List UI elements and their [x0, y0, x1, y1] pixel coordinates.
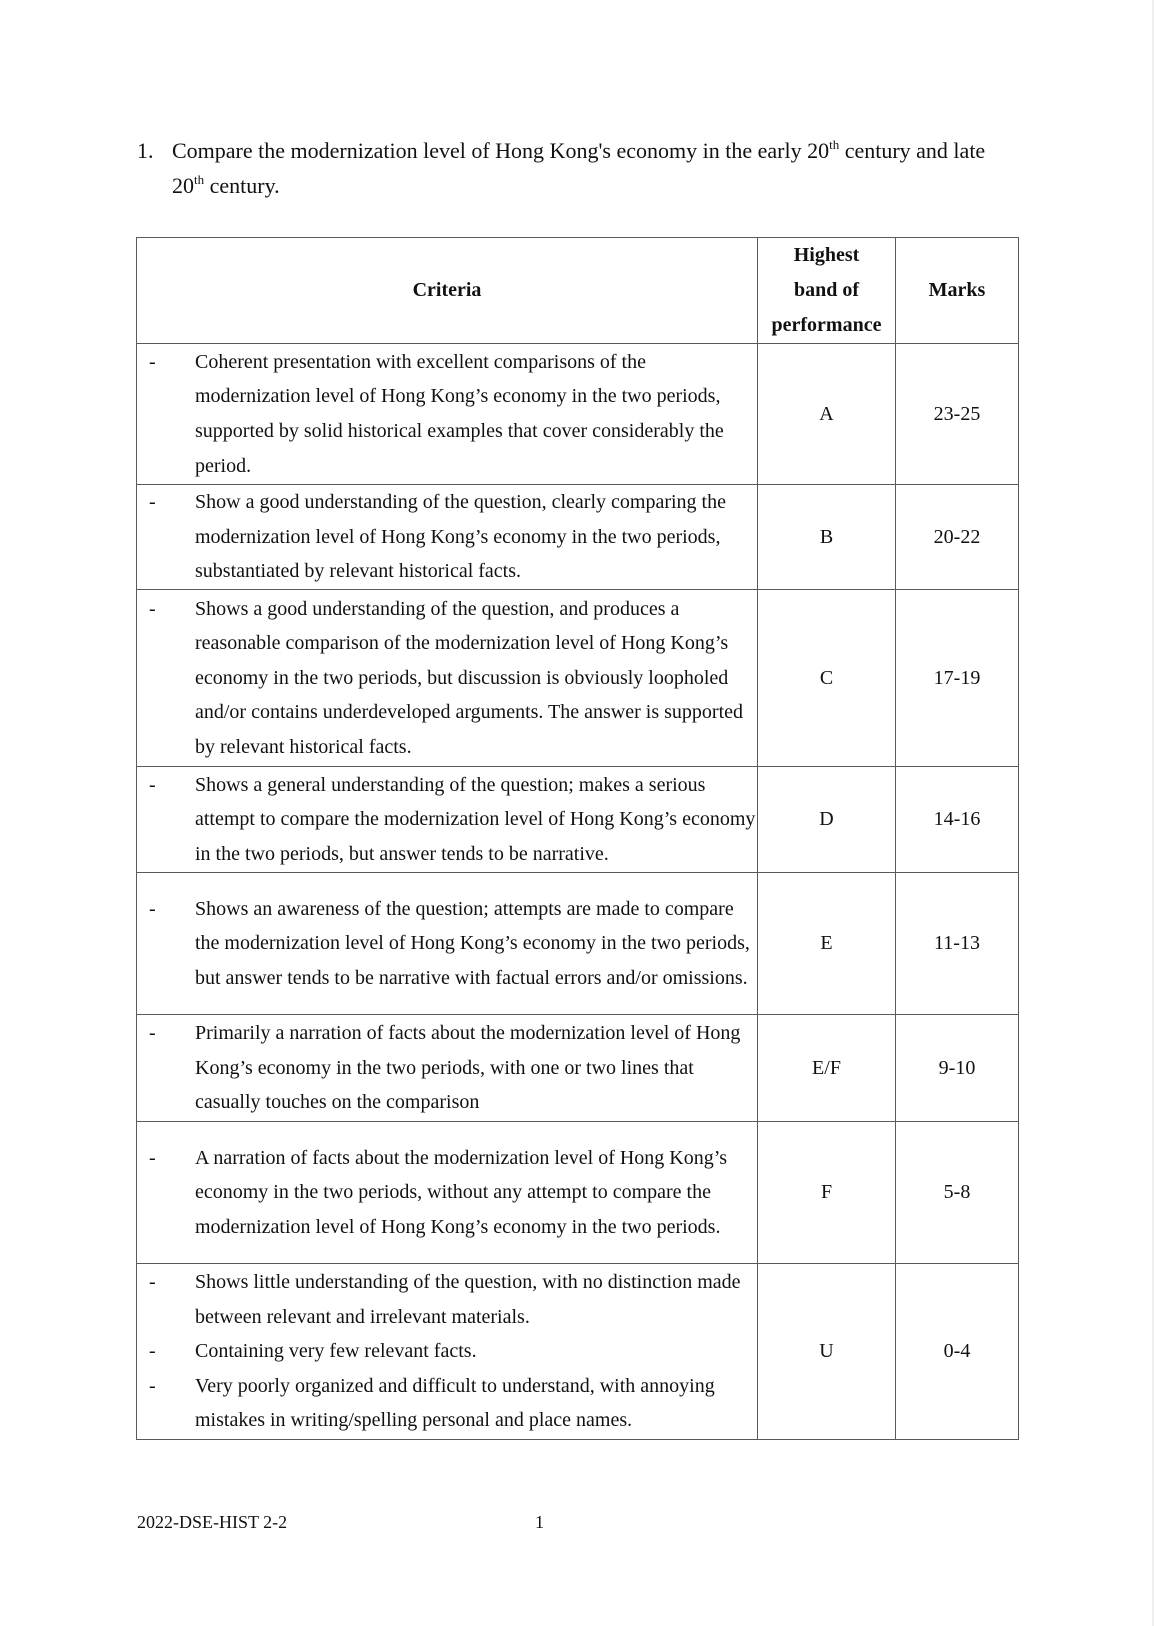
footer-page-number: 1 [535, 1512, 544, 1532]
table-row [137, 873, 1019, 1015]
header-band-line: Highest [793, 244, 860, 266]
table-row [137, 1264, 1019, 1440]
band-cell: A [758, 344, 896, 485]
criteria-text: Shows little understanding of the question, with no distinction made between relevant and irrelevant materials. [195, 1271, 741, 1328]
marks-cell: 23-25 [896, 344, 1019, 485]
ordinal-superscript: th [194, 172, 205, 187]
ordinal-superscript: th [829, 137, 840, 152]
band-cell: C [758, 590, 896, 767]
header-criteria: Criteria [137, 238, 758, 344]
header-band-line: performance [771, 314, 882, 336]
question-heading [137, 133, 1017, 203]
question-text [172, 133, 1017, 203]
criteria-text: A narration of facts about the modernization level of Hong Kong’s economy in the two periods, without any attempt to compare the modernization level of Hong Kong’s economy in the two periods. [195, 1146, 728, 1238]
dash-bullet-icon: - [149, 773, 156, 796]
criteria-bullet [137, 592, 757, 765]
criteria-text: Containing very few relevant facts. [195, 1340, 477, 1363]
criteria-bullet [137, 892, 757, 996]
criteria-bullet [137, 768, 757, 872]
table-row [137, 485, 1019, 590]
criteria-bullet [137, 1016, 757, 1120]
marks-cell: 17-19 [896, 590, 1019, 767]
question-text-part1: Compare the modernization level of Hong Kong's economy in the early 20 [172, 138, 830, 163]
marks-cell: 20-22 [896, 485, 1019, 590]
criteria-text: Coherent presentation with excellent comparisons of the modernization level of Hong Kong’s economy in the two periods, supported by solid historical examples that cover considerably the period. [195, 350, 724, 477]
criteria-cell [137, 344, 758, 485]
table-header-row [137, 238, 1019, 344]
table-row [137, 1122, 1019, 1264]
criteria-text: Shows a good understanding of the question, and produces a reasonable comparison of the modernization level of Hong Kong’s economy in the two periods, but discussion is obviously loopholed and/or contains underdeveloped arguments. The answer is supported by relevant historical facts. [195, 597, 744, 758]
criteria-bullet [137, 1141, 757, 1245]
criteria-text: Shows an awareness of the question; attempts are made to compare the modernization level of Hong Kong’s economy in the two periods, but answer tends to be narrative with factual errors and/or omissions. [195, 897, 750, 989]
table-row [137, 1015, 1019, 1122]
criteria-bullet [137, 345, 757, 483]
table-row [137, 344, 1019, 485]
band-cell: E [758, 873, 896, 1015]
question-number: 1. [137, 138, 154, 163]
dash-bullet-icon: - [149, 1146, 156, 1169]
criteria-bullet [137, 1369, 757, 1438]
header-marks: Marks [896, 238, 1019, 344]
band-cell: F [758, 1122, 896, 1264]
footer-paper-code: 2022-DSE-HIST 2-2 [137, 1512, 288, 1532]
marks-cell: 11-13 [896, 873, 1019, 1015]
dash-bullet-icon: - [149, 897, 156, 920]
criteria-text: Show a good understanding of the question, clearly comparing the modernization level of Hong Kong’s economy in the two periods, substantiated by relevant historical facts. [195, 491, 726, 583]
criteria-cell [137, 1264, 758, 1440]
criteria-bullet [137, 1265, 757, 1334]
dash-bullet-icon: - [149, 1271, 156, 1294]
band-cell: E/F [758, 1015, 896, 1122]
dash-bullet-icon: - [149, 1374, 156, 1397]
dash-bullet-icon: - [149, 597, 156, 620]
criteria-bullet [137, 485, 757, 589]
criteria-cell [137, 873, 758, 1015]
marking-rubric-table [136, 237, 1019, 1440]
table-row [137, 767, 1019, 873]
criteria-cell [137, 485, 758, 590]
band-cell: B [758, 485, 896, 590]
dash-bullet-icon: - [149, 1022, 156, 1045]
dash-bullet-icon: - [149, 350, 156, 373]
criteria-cell [137, 590, 758, 767]
dash-bullet-icon: - [149, 1340, 156, 1363]
criteria-bullet [137, 1334, 757, 1369]
header-band-line: band of [793, 279, 860, 301]
question-text-part3: century. [204, 173, 280, 198]
criteria-cell [137, 767, 758, 873]
criteria-text: Primarily a narration of facts about the modernization level of Hong Kong’s economy in the two periods, with one or two lines that casually touches on the comparison [195, 1022, 741, 1114]
criteria-text: Shows a general understanding of the question; makes a serious attempt to compare the modernization level of Hong Kong’s economy in the two periods, but answer tends to be narrative. [195, 773, 756, 865]
marks-cell: 0-4 [896, 1264, 1019, 1440]
marks-cell: 9-10 [896, 1015, 1019, 1122]
dash-bullet-icon: - [149, 491, 156, 514]
criteria-cell [137, 1122, 758, 1264]
table-row [137, 590, 1019, 767]
marks-cell: 14-16 [896, 767, 1019, 873]
band-cell: D [758, 767, 896, 873]
band-cell: U [758, 1264, 896, 1440]
criteria-cell [137, 1015, 758, 1122]
question-text-part2: century and late 20 [172, 138, 986, 198]
marks-cell: 5-8 [896, 1122, 1019, 1264]
criteria-text: Very poorly organized and difficult to understand, with annoying mistakes in writing/spelling personal and place names. [195, 1374, 715, 1432]
header-band [758, 238, 896, 344]
